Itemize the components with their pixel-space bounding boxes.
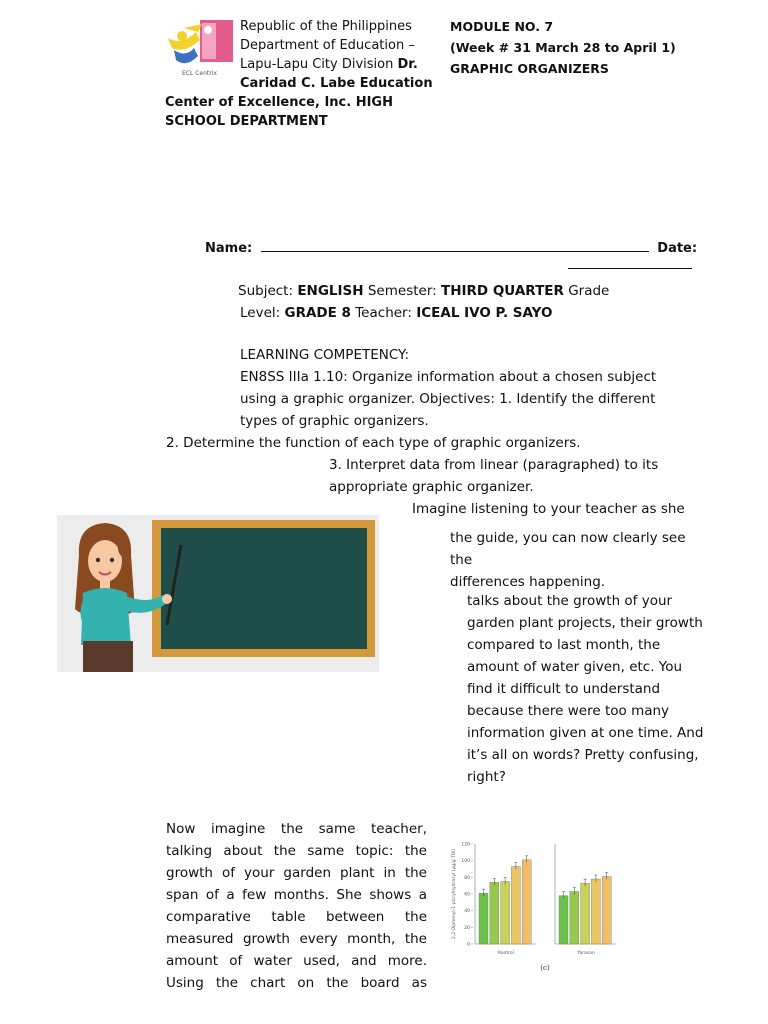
header-line-5: Center of Excellence, Inc. HIGH xyxy=(165,95,393,110)
y-axis-label: 2,2-Diphenyl-1-picrylhydrazyl (μg/g TW) xyxy=(452,848,457,940)
bottom-line-3: growth of your garden plant in the xyxy=(166,865,427,881)
level-label: Level: xyxy=(240,305,281,321)
bar xyxy=(570,892,579,945)
header-line-1: Republic of the Philippines xyxy=(240,19,412,34)
bottom-line-6: measured growth every month, the xyxy=(166,931,427,947)
bar xyxy=(602,877,611,945)
competency-line-1: EN8SS IIIa 1.10: Organize information about a chosen subject xyxy=(240,369,657,385)
bar xyxy=(522,860,531,944)
name-field[interactable] xyxy=(261,238,649,252)
header-line-3-bold: Dr. xyxy=(397,57,418,72)
y-tick-label: 40 xyxy=(464,909,470,915)
module-title: MODULE NO. 7 xyxy=(450,19,554,34)
competency-line-6: appropriate graphic organizer. xyxy=(329,479,534,495)
competency-heading: LEARNING COMPETENCY: xyxy=(240,347,410,363)
header-line-2: Department of Education – xyxy=(240,38,415,53)
chalkboard-surface xyxy=(161,528,367,649)
bar xyxy=(511,867,520,945)
growth-bar-chart xyxy=(446,836,646,976)
side-text-b4: amount of water given, etc. You xyxy=(467,659,683,675)
teacher-label: Teacher: xyxy=(355,305,412,321)
level-line xyxy=(240,302,552,324)
competency-line-3: types of graphic organizers. xyxy=(240,413,429,429)
module-topic: GRAPHIC ORGANIZERS xyxy=(450,61,609,76)
header-line-3-text: Lapu-Lapu City Division xyxy=(240,57,398,72)
module-week: (Week # 31 March 28 to April 1) xyxy=(450,40,676,55)
side-text-b1: talks about the growth of your xyxy=(467,593,673,609)
bar xyxy=(501,882,510,945)
grade-label: Grade xyxy=(568,283,610,299)
bottom-line-2: talking about the same topic: the xyxy=(166,843,427,859)
bottom-line-1: Now imagine the same teacher, xyxy=(166,821,427,837)
bottom-paragraph xyxy=(166,818,427,994)
side-text-b7: information given at one time. And xyxy=(467,725,704,741)
competency-line-4: 2. Determine the function of each type of graphic organizers. xyxy=(166,435,581,451)
side-text-a2: the xyxy=(450,552,473,568)
competency-line-2: using a graphic organizer. Objectives: 1. Identify the different xyxy=(240,391,656,407)
y-tick-label: 60 xyxy=(464,892,470,898)
semester-value: THIRD QUARTER xyxy=(440,283,564,299)
bar xyxy=(479,893,488,944)
competency-line-5: 3. Interpret data from linear (paragraphed) to its xyxy=(329,457,659,473)
bar xyxy=(559,896,568,944)
module-header xyxy=(450,17,676,78)
subject-value: ENGLISH xyxy=(297,283,364,299)
side-text-b8: it’s all on words? Pretty confusing, xyxy=(467,747,699,763)
date-field[interactable] xyxy=(568,255,692,269)
bottom-line-4: span of a few months. She shows a xyxy=(166,887,427,903)
bar xyxy=(581,883,590,944)
bar xyxy=(490,882,499,944)
bottom-line-8: Using the chart on the board as xyxy=(166,975,427,991)
y-tick-label: 0 xyxy=(467,942,470,948)
y-tick-label: 20 xyxy=(464,925,470,931)
side-text-b2: garden plant projects, their growth xyxy=(467,615,703,631)
bar xyxy=(591,879,600,944)
bottom-line-7: amount of water used, and more. xyxy=(166,953,427,969)
side-text-a3: differences happening. xyxy=(450,574,606,590)
teacher-value: ICEAL IVO P. SAYO xyxy=(416,305,553,321)
level-value: GRADE 8 xyxy=(284,305,351,321)
header-line-6: SCHOOL DEPARTMENT xyxy=(165,114,328,129)
side-text-a1: the guide, you can now clearly see xyxy=(450,530,686,546)
y-tick-label: 80 xyxy=(464,875,470,881)
school-header-cont xyxy=(165,93,393,131)
panel-label: (c) xyxy=(540,964,550,972)
side-text-b9: right? xyxy=(467,769,506,785)
name-label: Name: xyxy=(205,241,253,256)
subject-label: Subject: xyxy=(238,283,294,299)
teacher-chalkboard-illustration xyxy=(57,515,379,672)
side-text-b5: find it difficult to understand xyxy=(467,681,661,697)
side-text-b3: compared to last month, the xyxy=(467,637,661,653)
school-header xyxy=(240,17,433,93)
y-tick-label: 120 xyxy=(461,842,470,848)
header-line-3 xyxy=(240,55,433,74)
header-line-4: Caridad C. Labe Education xyxy=(240,76,433,91)
date-label: Date: xyxy=(657,241,698,256)
growth-bar-chart-svg xyxy=(446,836,646,976)
group-label: Yarasan xyxy=(577,951,595,956)
y-tick-label: 100 xyxy=(461,859,470,865)
logo-text: ECL Centrix xyxy=(182,70,217,77)
name-field-row xyxy=(205,238,697,256)
group-label: Kontrol xyxy=(498,951,514,956)
semester-label: Semester: xyxy=(367,283,437,299)
competency-line-7: Imagine listening to your teacher as she xyxy=(412,501,685,517)
bottom-line-5: comparative table between the xyxy=(166,909,427,925)
subject-line xyxy=(238,280,609,302)
side-text-b6: because there were too many xyxy=(467,703,670,719)
school-logo xyxy=(164,18,236,82)
